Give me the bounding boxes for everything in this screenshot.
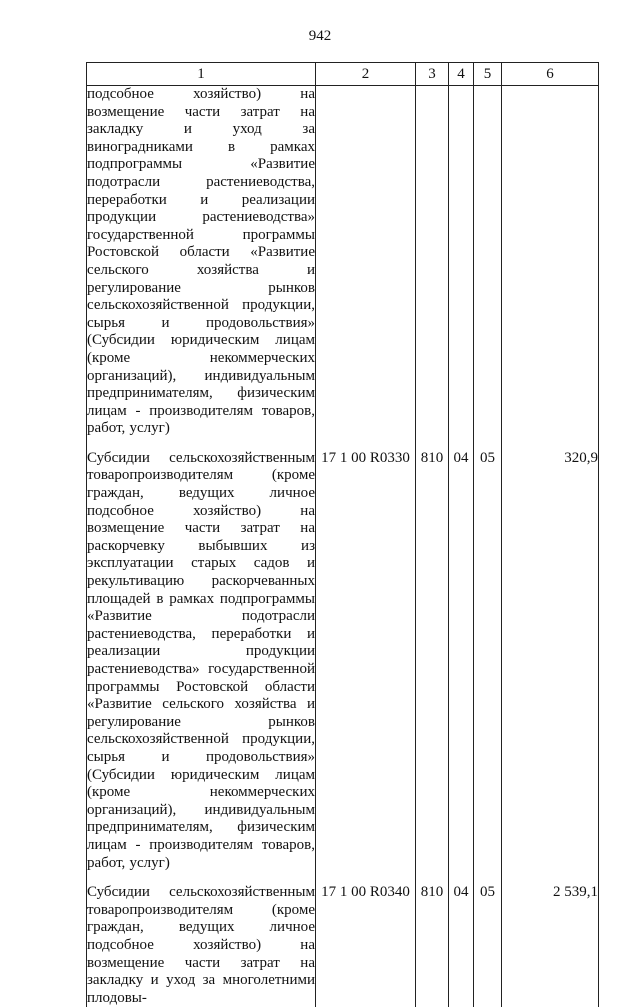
row-description: Субсидии сельскохозяйственным товаропроизводителям (кроме граждан, ведущих личное подсобное хозяйство) на возмещение части затрат на раскорчевку выбывших из эксплуатации старых садов и рекультивацию раскорчеванных площадей в рамках подпрограммы «Развитие подотрасли растениеводства, переработки и реализации продукции растениеводства» государственной программы Ростовской области «Развитие сельского хозяйства и регулирование рынков сельскохозяйственной продукции, сырья и продовольствия» (Субсидии юридическим лицам (кроме некоммерческих организаций), индивидуальным предпринимателям, физическим лицам - производителям товаров, работ, услуг) <box>87 449 315 871</box>
rz-cell: 04 <box>449 450 474 872</box>
row-spacer <box>87 438 599 450</box>
code-cell <box>316 86 416 438</box>
vr-cell: 810 <box>416 450 449 872</box>
page-number: 942 <box>308 28 332 44</box>
amount-cell <box>502 86 599 438</box>
header-cell-6: 6 <box>502 63 599 86</box>
amount-cell: 320,9 <box>502 450 599 872</box>
rz-cell: 04 <box>449 884 474 1007</box>
header-cell-2: 2 <box>316 63 416 86</box>
vr-cell: 810 <box>416 884 449 1007</box>
table-row <box>87 884 599 1007</box>
rz-cell <box>449 86 474 438</box>
header-cell-3: 3 <box>416 63 449 86</box>
budget-table <box>86 62 599 1007</box>
table-row <box>87 86 599 438</box>
header-cell-1: 1 <box>87 63 316 86</box>
vr-cell <box>416 86 449 438</box>
description-cell <box>87 884 316 1007</box>
row-spacer <box>87 872 599 884</box>
header-row <box>87 63 599 86</box>
amount-cell: 2 539,1 <box>502 884 599 1007</box>
row-description: Субсидии сельскохозяйственным товаропроизводителям (кроме граждан, ведущих личное подсобное хозяйство) на возмещение части затрат на закладку и уход за многолетними плодовы- <box>87 884 315 1006</box>
description-cell <box>87 450 316 872</box>
code-cell: 17 1 00 R0340 <box>316 884 416 1007</box>
table-row <box>87 450 599 872</box>
header-cell-4: 4 <box>449 63 474 86</box>
header-cell-5: 5 <box>474 63 502 86</box>
row-description: подсобное хозяйство) на возмещение части затрат на закладку и уход за виноградниками в рамках подпрограммы «Развитие подотрасли растениеводства, переработки и реализации продукции растениеводства» государственной программы Ростовской области «Развитие сельского хозяйства и регулирование рынков сельскохозяйственной продукции, сырья и продовольствия» (Субсидии юридическим лицам (кроме некоммерческих организаций), индивидуальным предпринимателям, физическим лицам - производителям товаров, работ, услуг) <box>87 86 315 437</box>
pr-cell: 05 <box>474 450 502 872</box>
code-cell: 17 1 00 R0330 <box>316 450 416 872</box>
pr-cell <box>474 86 502 438</box>
description-cell <box>87 86 316 438</box>
pr-cell: 05 <box>474 884 502 1007</box>
